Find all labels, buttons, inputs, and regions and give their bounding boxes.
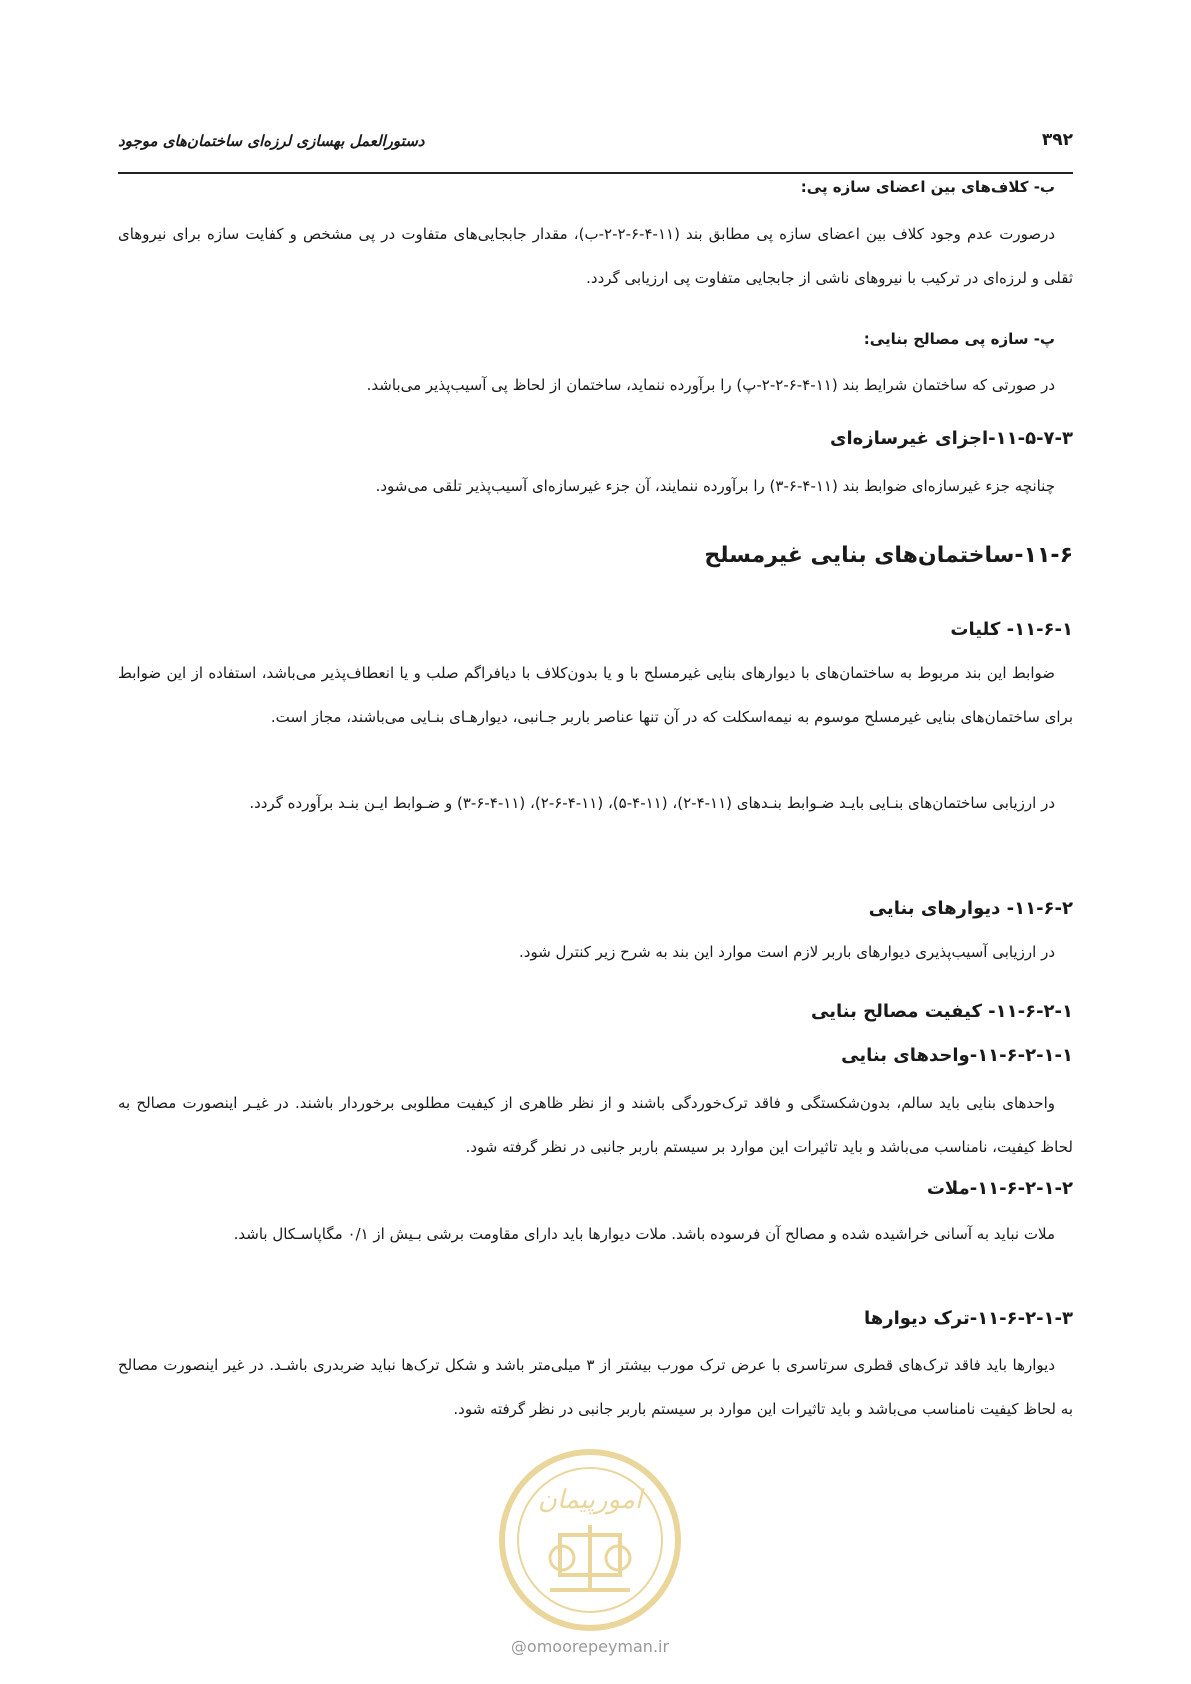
- paragraph-11-6-2-1-2: ملات نباید به آسانی خراشیده شده و مصالح آن فرسوده باشد. ملات دیوارها باید دارای مقاومت برشی بـیش از ۰/۱ مگاپاسـکال باشد.: [233, 1225, 1055, 1243]
- heading-11-5-7-3: ۱۱-۵-۷-۳-اجزای غیرسازه‌ای: [829, 428, 1073, 449]
- heading-11-6-2-1-2: ۱۱-۶-۲-۱-۲-ملات: [926, 1178, 1073, 1199]
- heading-11-6-2: ۱۱-۶-۲- دیوارهای بنایی: [868, 898, 1073, 919]
- heading-11-6: ۱۱-۶-ساختمان‌های بنایی غیرمسلح: [704, 543, 1073, 568]
- paragraph-11-6-2-1-1: واحدهای بنایی باید سالم، بدون‌شکستگی و فاقد ترک‌خوردگی باشند و از نظر ظاهری از کیفیت مطلوبی برخوردار باشند. در غیـر اینصورت مصالح به لحاظ کیفیت، نامناسب می‌باشد و باید تاثیرات این موارد بر سیستم باربر جانبی در نظر گرفته شود.: [118, 1094, 1073, 1156]
- heading-11-6-1: ۱۱-۶-۱- کلیات: [950, 619, 1073, 640]
- paragraph-11-6-1-b: در ارزیابی ساختمان‌های بنـایی بایـد ضـوابط بنـدهای (۱۱-۴-۲)، (۱۱-۴-۵)، (۱۱-۴-۶-۲)، (۱۱-۴-۶-۳) و ضـوابط ایـن بنـد برآورده گردد.: [249, 794, 1055, 812]
- paragraph-11-6-2-1-3: دیوارها باید فاقد ترک‌های قطری سرتاسری با عرض ترک مورب بیشتر از ۳ میلی‌متر باشد و شکل ترک‌ها نباید ضربدری باشـد. در غیر اینصورت مصالح به لحاظ کیفیت نامناسب می‌باشد و باید تاثیرات این موارد بر سیستم باربر جانبی در نظر گرفته شود.: [118, 1356, 1073, 1418]
- heading-b: ب- کلاف‌های بین اعضای سازه پی:: [800, 178, 1055, 196]
- heading-11-6-2-1-3: ۱۱-۶-۲-۱-۳-ترک دیوارها: [864, 1308, 1073, 1329]
- watermark-emblem: [490, 1440, 690, 1650]
- paragraph-11-6-2: در ارزیابی آسیب‌پذیری دیوارهای باربر لازم است موارد این بند به شرح زیر کنترل شود.: [519, 943, 1055, 961]
- watermark-emblem-text: امورپیمان: [537, 1485, 643, 1515]
- running-title: دستورالعمل بهسازی لرزه‌ای ساختمان‌های موجود: [118, 132, 425, 150]
- paragraph-p: در صورتی که ساختمان شرایط بند (۱۱-۴-۶-۲-۲-پ) را برآورده ننماید، ساختمان از لحاظ پی آسیب‌پذیر می‌باشد.: [366, 376, 1055, 394]
- paragraph-11-6-1-a: ضوابط این بند مربوط به ساختمان‌های با دیوارهای بنایی غیرمسلح با و یا بدون‌کلاف با دیافراگم صلب و یا انعطاف‌پذیر می‌باشد، استفاده از این ضوابط برای ساختمان‌های بنایی غیرمسلح موسوم به نیمه‌اسکلت که در آن تنها عناصر باربر جـانبی، دیوارهـای بنـایی می‌باشند، مجاز است.: [118, 664, 1073, 726]
- heading-11-6-2-1-1: ۱۱-۶-۲-۱-۱-واحدهای بنایی: [841, 1045, 1073, 1066]
- paragraph-b: درصورت عدم وجود کلاف بین اعضای سازه پی مطابق بند (۱۱-۴-۶-۲-۲-ب)، مقدار جابجایی‌های متفاوت در پی مشخص و کفایت سازه برای نیروهای ثقلی و لرزه‌ای در ترکیب با نیروهای ناشی از جابجایی متفاوت پی ارزیابی گردد.: [118, 225, 1073, 287]
- page-number: ۳۹۲: [1041, 130, 1073, 150]
- watermark-text: @omoorepeyman.ir: [510, 1637, 670, 1656]
- paragraph-11-5-7-3: چنانچه جزء غیرسازه‌ای ضوابط بند (۱۱-۴-۶-۳) را برآورده ننمایند، آن جزء غیرسازه‌ای آسیب‌پذیر تلقی می‌شود.: [375, 477, 1055, 495]
- header-rule: [118, 172, 1073, 174]
- heading-11-6-2-1: ۱۱-۶-۲-۱- کیفیت مصالح بنایی: [811, 1001, 1073, 1022]
- page-header: [118, 130, 1073, 156]
- heading-p: پ- سازه پی مصالح بنایی:: [863, 330, 1055, 348]
